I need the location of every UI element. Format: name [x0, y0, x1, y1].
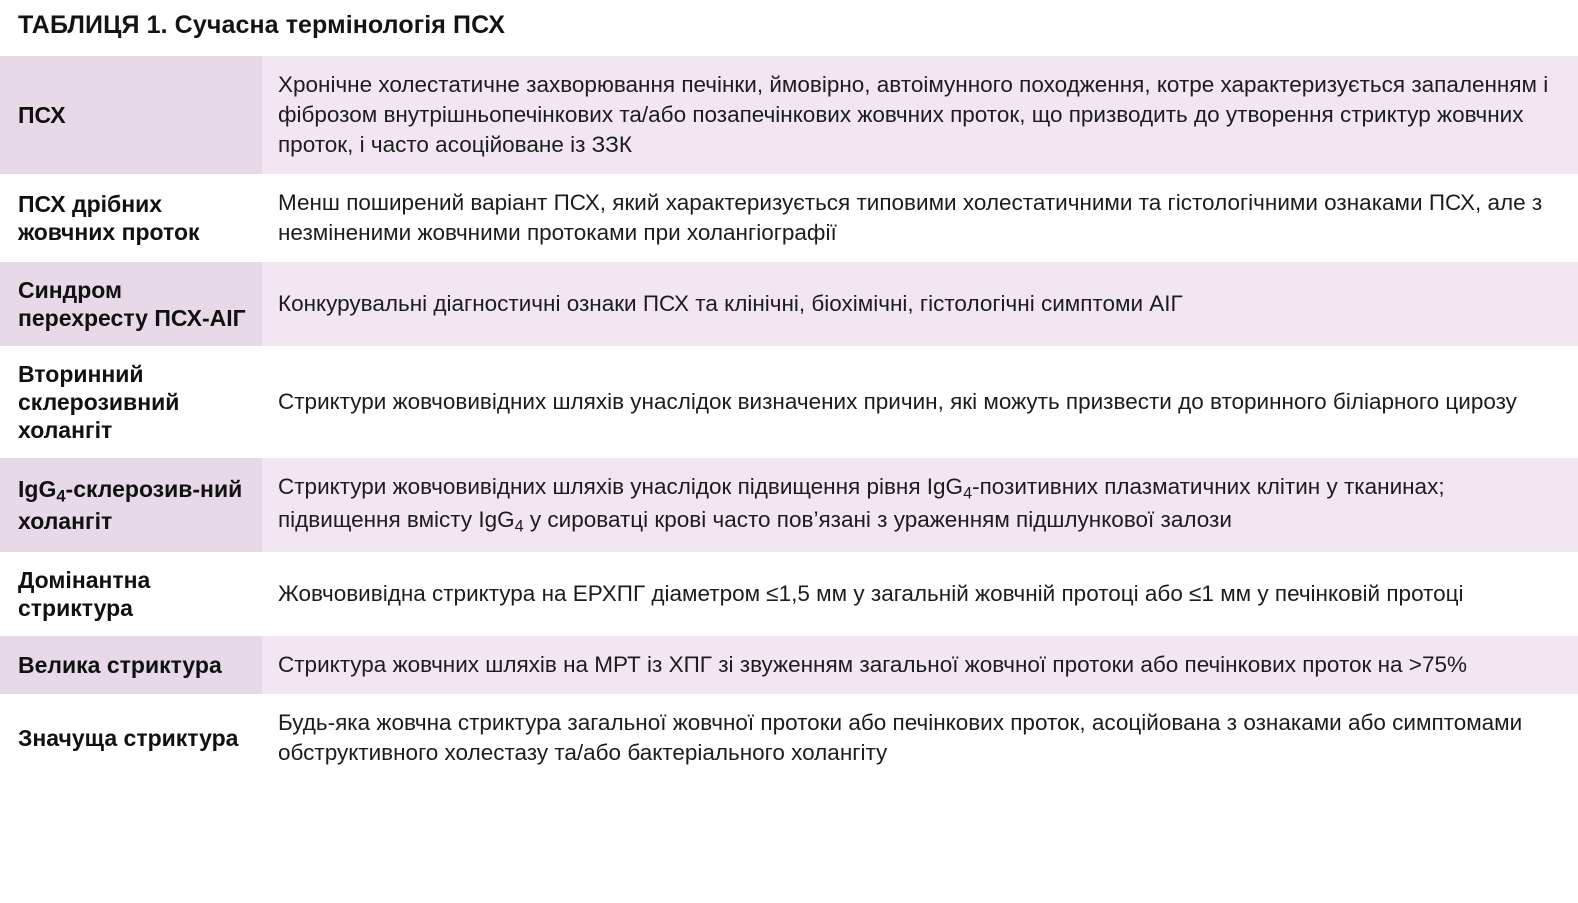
- table-body: [0, 56, 1578, 782]
- term-cell: ПСХ: [0, 56, 262, 174]
- page-title: ТАБЛИЦЯ 1. Сучасна термінологія ПСХ: [18, 11, 506, 39]
- term-cell: Домінантна стриктура: [0, 552, 262, 636]
- definition-cell: Стриктури жовчовивідних шляхів унаслідок визначених причин, які можуть призвести до вторинного біліарного цирозу: [262, 346, 1578, 458]
- terminology-table: [0, 56, 1578, 782]
- term-cell: ПСХ дрібних жовчних проток: [0, 174, 262, 262]
- term-cell: Синдром перехресту ПСХ-АІГ: [0, 262, 262, 346]
- term-cell: IgG$_4$-склерозив-ний холангіт: [0, 458, 262, 552]
- table-row: [0, 458, 1578, 552]
- table-row: [0, 552, 1578, 636]
- definition-cell: Стриктура жовчних шляхів на МРТ із ХПГ зі звуженням загальної жовчної протоки або печінкових проток на >75%: [262, 636, 1578, 694]
- definition-cell: Стриктури жовчовивідних шляхів унаслідок підвищення рівня IgG$_4$-позитивних плазматичних клітин у тканинах; підвищення вмісту IgG$_4$ у сироватці крові часто пов’язані з ураженням підшлункової залози: [262, 458, 1578, 552]
- term-cell: Вторинний склерозивний холангіт: [0, 346, 262, 458]
- table-row: [0, 174, 1578, 262]
- definition-cell: Жовчовивідна стриктура на ЕРХПГ діаметром ≤1,5 мм у загальній жовчній протоці або ≤1 мм у печінковій протоці: [262, 552, 1578, 636]
- term-cell: Значуща стриктура: [0, 694, 262, 782]
- table-row: [0, 262, 1578, 346]
- definition-cell: Хронічне холестатичне захворювання печінки, ймовірно, автоімунного походження, котре характеризується запаленням і фіброзом внутрішньопечінкових та/або позапечінкових жовчних проток, що призводить до утворення стриктур жовчних проток, і часто асоційоване із ЗЗК: [262, 56, 1578, 174]
- table-row: [0, 346, 1578, 458]
- term-cell: Велика стриктура: [0, 636, 262, 694]
- definition-cell: Будь-яка жовчна стриктура загальної жовчної протоки або печінкових проток, асоційована з ознаками або симптомами обструктивного холестазу та/або бактеріального холангіту: [262, 694, 1578, 782]
- table-row: [0, 56, 1578, 174]
- table-row: [0, 636, 1578, 694]
- table-row: [0, 694, 1578, 782]
- definition-cell: Менш поширений варіант ПСХ, який характеризується типовими холестатичними та гістологічними ознаками ПСХ, але з незміненими жовчними протоками при холангіографії: [262, 174, 1578, 262]
- definition-cell: Конкурувальні діагностичні ознаки ПСХ та клінічні, біохімічні, гістологічні симптоми АІГ: [262, 262, 1578, 346]
